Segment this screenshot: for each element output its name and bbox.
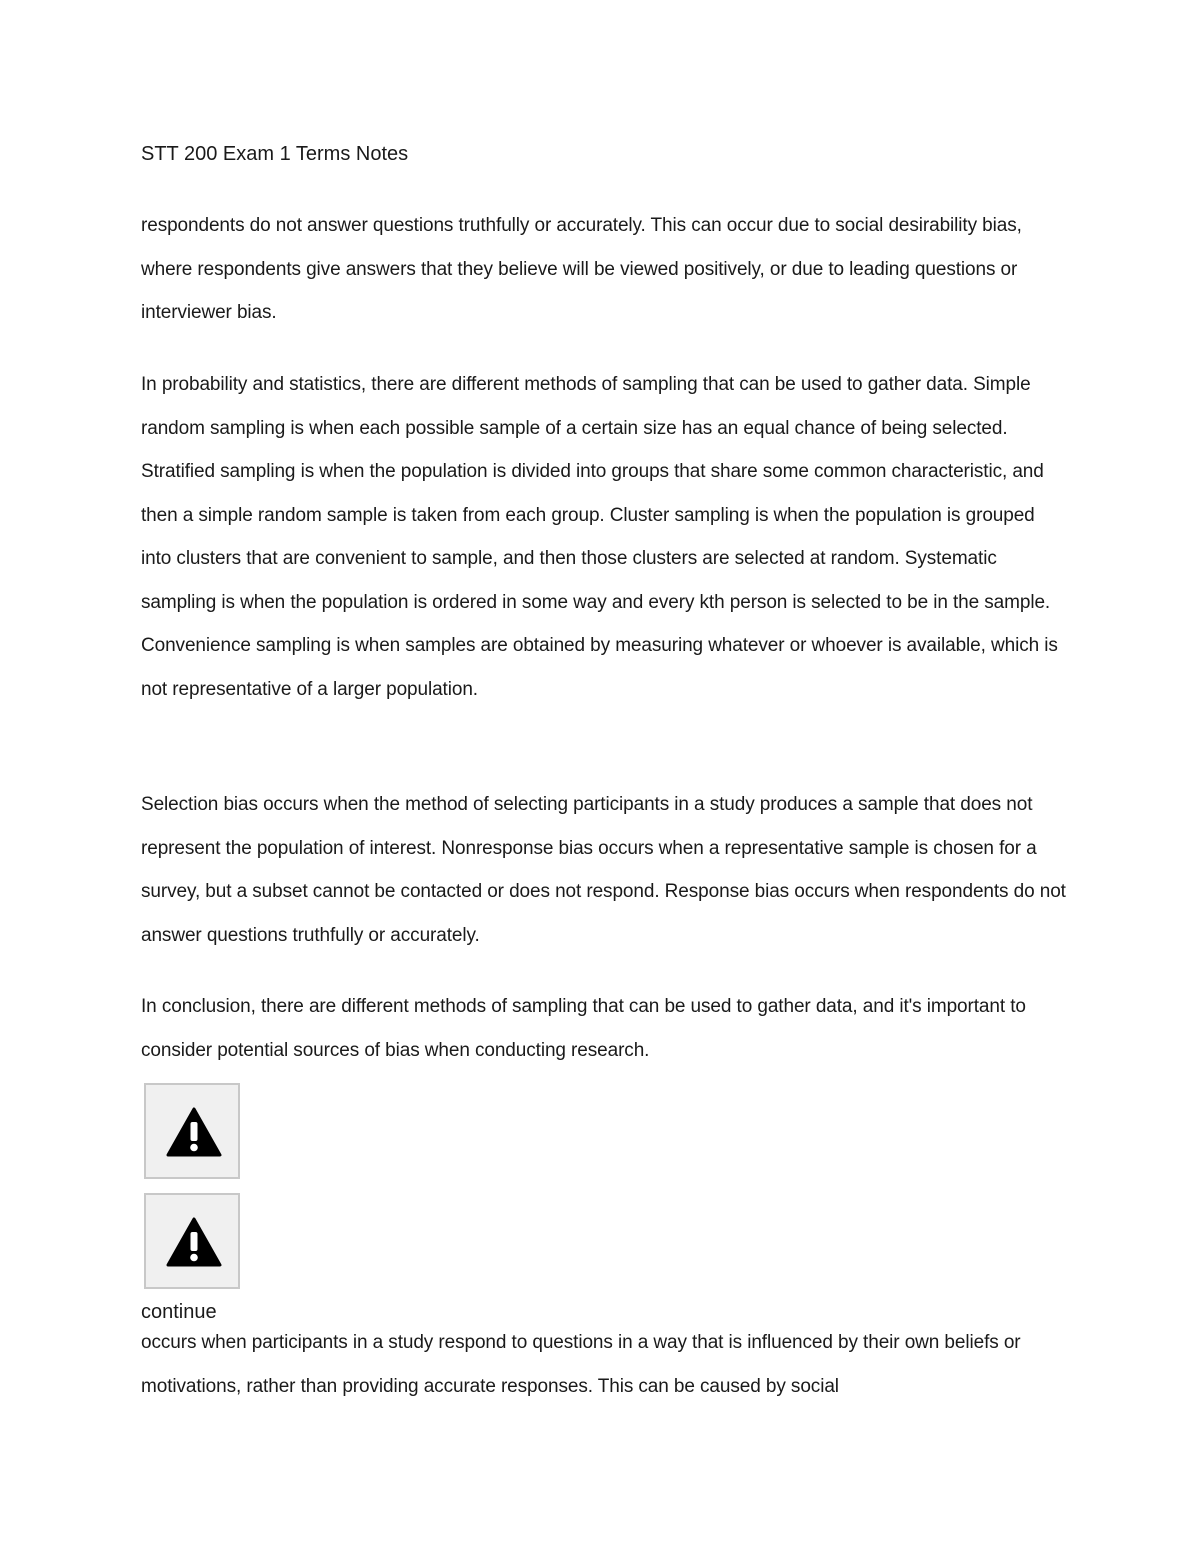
warning-icon <box>166 1107 222 1157</box>
paragraph-continued: occurs when participants in a study respond to questions in a way that is influenced by their own beliefs or motivations, rather than providing accurate responses. This can be caused by social <box>141 1332 1021 1397</box>
warning-icon <box>166 1217 222 1267</box>
paragraph-sampling-methods: In probability and statistics, there are different methods of sampling that can be used to gather data. Simple random sampling is when each possible sample of a certain size has an equal chance of being selected. Stratified sampling is when the population is divided into groups that share some common characteristic, and then a simple random sample is taken from each group. Cluster sampling is when the population is grouped into clusters that are convenient to sample, and then those clusters are selected at random. Systematic sampling is when the population is ordered in some way and every kth person is selected to be in the sample. Convenience sampling is when samples are obtained by measuring whatever or whoever is available, which is not representative of a larger population. <box>141 374 1058 700</box>
continue-label: continue <box>141 1301 217 1323</box>
broken-image-placeholder <box>144 1083 240 1179</box>
paragraph-response-bias-intro: respondents do not answer questions truthfully or accurately. This can occur due to social desirability bias, where respondents give answers that they believe will be viewed positively, or due to leading questions or interviewer bias. <box>141 215 1022 323</box>
broken-image-placeholder <box>144 1193 240 1289</box>
paragraph-conclusion: In conclusion, there are different methods of sampling that can be used to gather data, and it's important to consider potential sources of bias when conducting research. <box>141 996 1026 1061</box>
paragraph-bias-types: Selection bias occurs when the method of selecting participants in a study produces a sample that does not represent the population of interest. Nonresponse bias occurs when a representative sample is chosen for a survey, but a subset cannot be contacted or does not respond. Response bias occurs when respondents do not answer questions truthfully or accurately. <box>141 794 1066 946</box>
document-title: STT 200 Exam 1 Terms Notes <box>141 143 409 165</box>
